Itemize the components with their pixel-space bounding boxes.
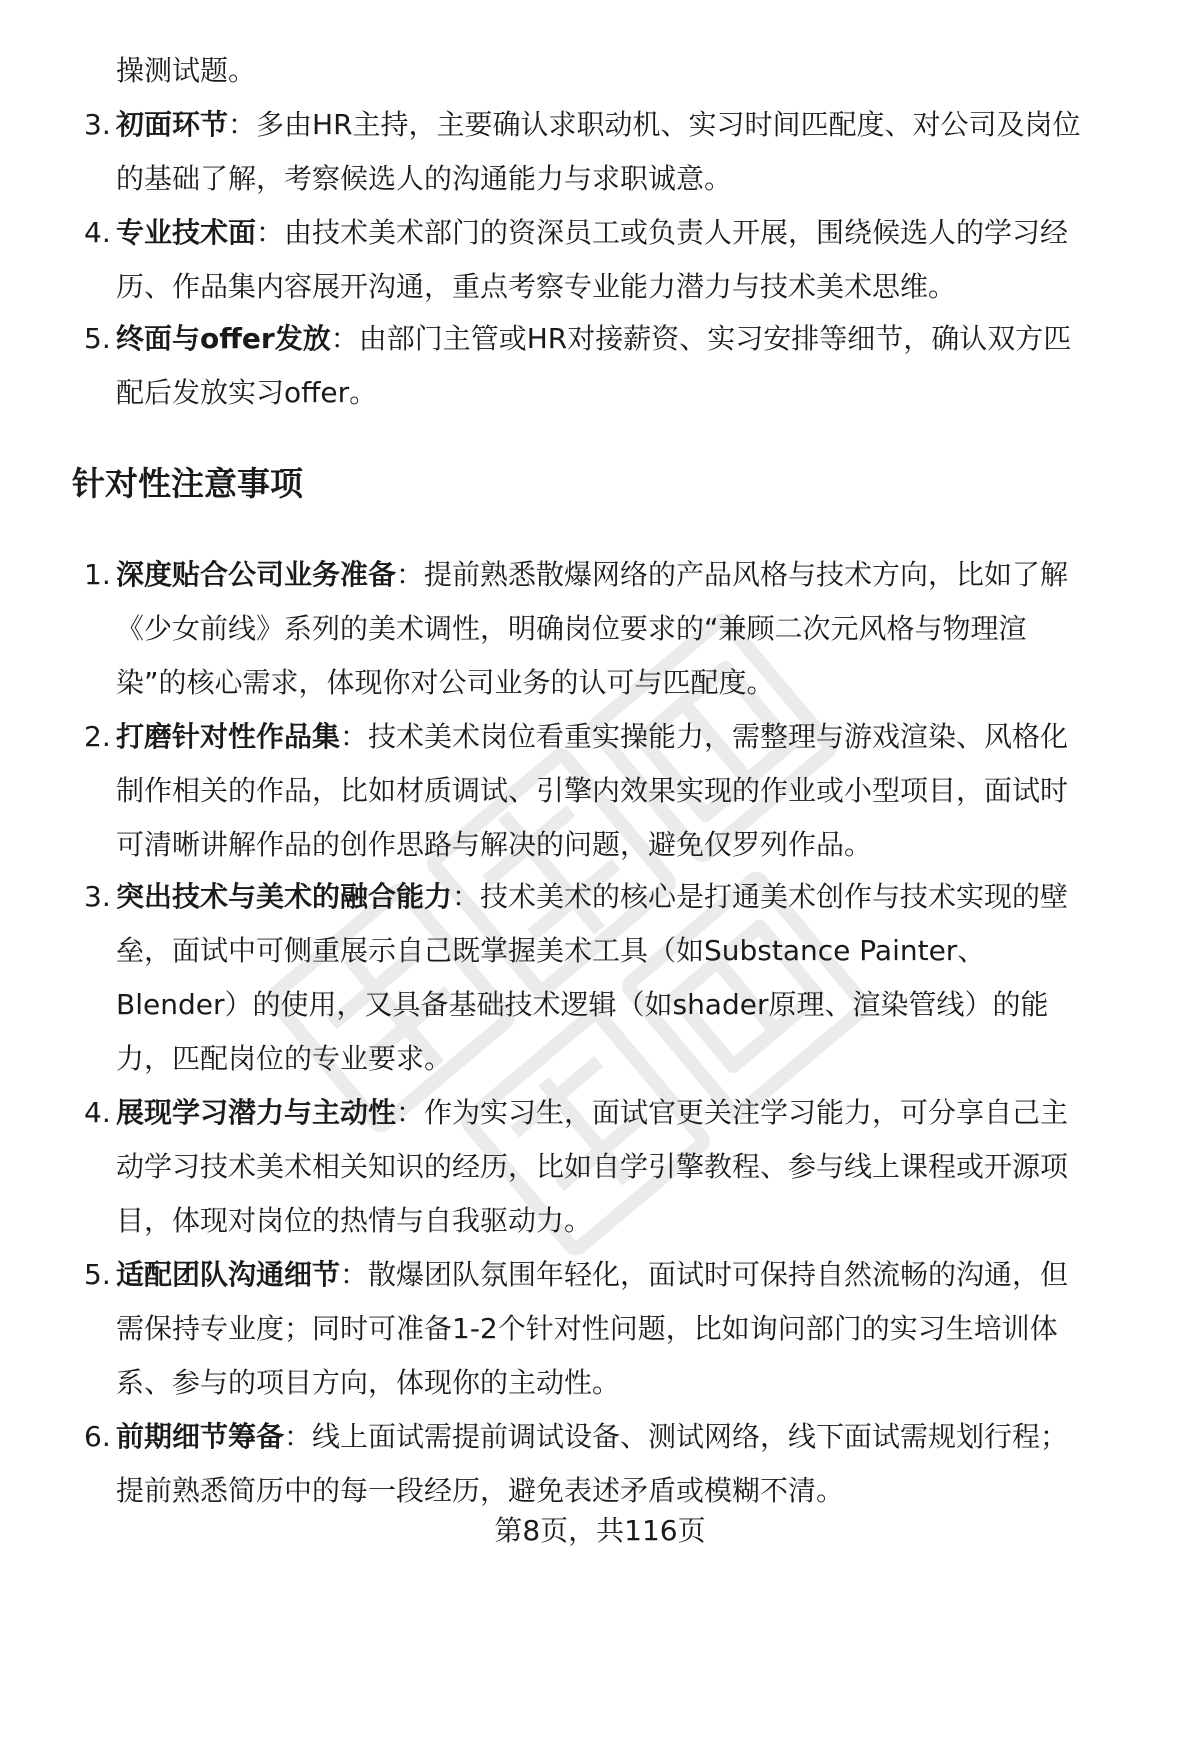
item-separator: ： [228,108,257,141]
item-text: 力，匹配岗位的专业要求。 [116,1042,453,1075]
item-text: 由部门主管或HR对接薪资、实习安排等细节，确认双方匹 [358,322,1072,355]
item-title: 打磨针对性作品集 [116,720,341,753]
item-text: 目，体现对岗位的热情与自我驱动力。 [116,1204,593,1237]
item-text: 可清晰讲解作品的创作思路与解决的问题，避免仅罗列作品。 [116,828,873,861]
item-title: 前期细节筹备 [116,1420,285,1453]
list-number: 1. [84,558,111,591]
item-text: Blender）的使用，又具备基础技术逻辑（如shader原理、渲染管线）的能 [116,988,1049,1021]
item-text: 需保持专业度；同时可准备1-2个针对性问题，比如询问部门的实习生培训体 [116,1312,1058,1345]
section-heading: 针对性注意事项 [72,464,303,503]
list-item [116,1258,1068,1292]
list-item [116,322,1071,356]
list-number: 2. [84,720,111,753]
page-number: 第8页，共116页 [494,1514,706,1547]
item-title: 终面与offer发放 [116,322,331,355]
item-text: 技术美术岗位看重实操能力，需整理与游戏渲染、风格化 [368,720,1069,753]
item-title: 深度贴合公司业务准备 [116,558,397,591]
item-separator: ： [330,322,359,355]
item-separator: ： [284,1420,313,1453]
list-number: 5. [84,322,111,355]
item-title: 展现学习潜力与主动性 [116,1096,397,1129]
item-text: 作为实习生，面试官更关注学习能力，可分享自己主 [424,1096,1069,1129]
item-title: 初面环节 [116,108,229,141]
item-title: 突出技术与美术的融合能力 [116,880,453,913]
item-text: 的基础了解，考察候选人的沟通能力与求职诚意。 [116,162,733,195]
item-text: 提前熟悉简历中的每一段经历，避免表述矛盾或模糊不清。 [116,1474,845,1507]
item-separator: ： [396,1096,425,1129]
item-text: 技术美术的核心是打通美术创作与技术实现的壁 [480,880,1069,913]
item-text: 《少女前线》系列的美术调性，明确岗位要求的“兼顾二次元风格与物理渲 [116,612,1027,645]
item-title: 适配团队沟通细节 [116,1258,341,1291]
item-text: 系、参与的项目方向，体现你的主动性。 [116,1366,621,1399]
list-item [116,558,1068,592]
list-number: 4. [84,216,111,249]
list-item [116,108,1081,142]
list-item [116,1096,1068,1130]
item-text: 垒，面试中可侧重展示自己既掌握美术工具（如Substance Painter、 [116,934,986,967]
list-number: 4. [84,1096,111,1129]
item-text: 由技术美术部门的资深员工或负责人开展，围绕候选人的学习经 [284,216,1069,249]
item-text: 动学习技术美术相关知识的经历，比如自学引擎教程、参与线上课程或开源项 [116,1150,1069,1183]
list-item [116,216,1068,250]
item-text: 染”的核心需求，体现你对公司业务的认可与匹配度。 [116,666,775,699]
item-text: 提前熟悉散爆网络的产品风格与技术方向，比如了解 [424,558,1069,591]
item-text: 制作相关的作品，比如材质调试、引擎内效果实现的作业或小型项目，面试时 [116,774,1069,807]
item-separator: ： [396,558,425,591]
list-item [116,720,1068,754]
list-number: 6. [84,1420,111,1453]
list-number: 5. [84,1258,111,1291]
item-separator: ： [452,880,481,913]
continuation-text: 操测试题。 [116,54,257,87]
item-text: 线上面试需提前调试设备、测试网络，线下面试需规划行程； [312,1420,1069,1453]
item-separator: ： [340,1258,369,1291]
list-item [116,1420,1068,1454]
list-item [116,880,1068,914]
list-number: 3. [84,108,111,141]
item-text: 配后发放实习offer。 [116,376,378,409]
item-text: 散爆团队氛围年轻化，面试时可保持自然流畅的沟通，但 [368,1258,1069,1291]
item-text: 历、作品集内容展开沟通，重点考察专业能力潜力与技术美术思维。 [116,270,957,303]
item-title: 专业技术面 [116,216,257,249]
item-separator: ： [340,720,369,753]
item-text: 多由HR主持，主要确认求职动机、实习时间匹配度、对公司及岗位 [256,108,1081,141]
list-number: 3. [84,880,111,913]
item-separator: ： [256,216,285,249]
